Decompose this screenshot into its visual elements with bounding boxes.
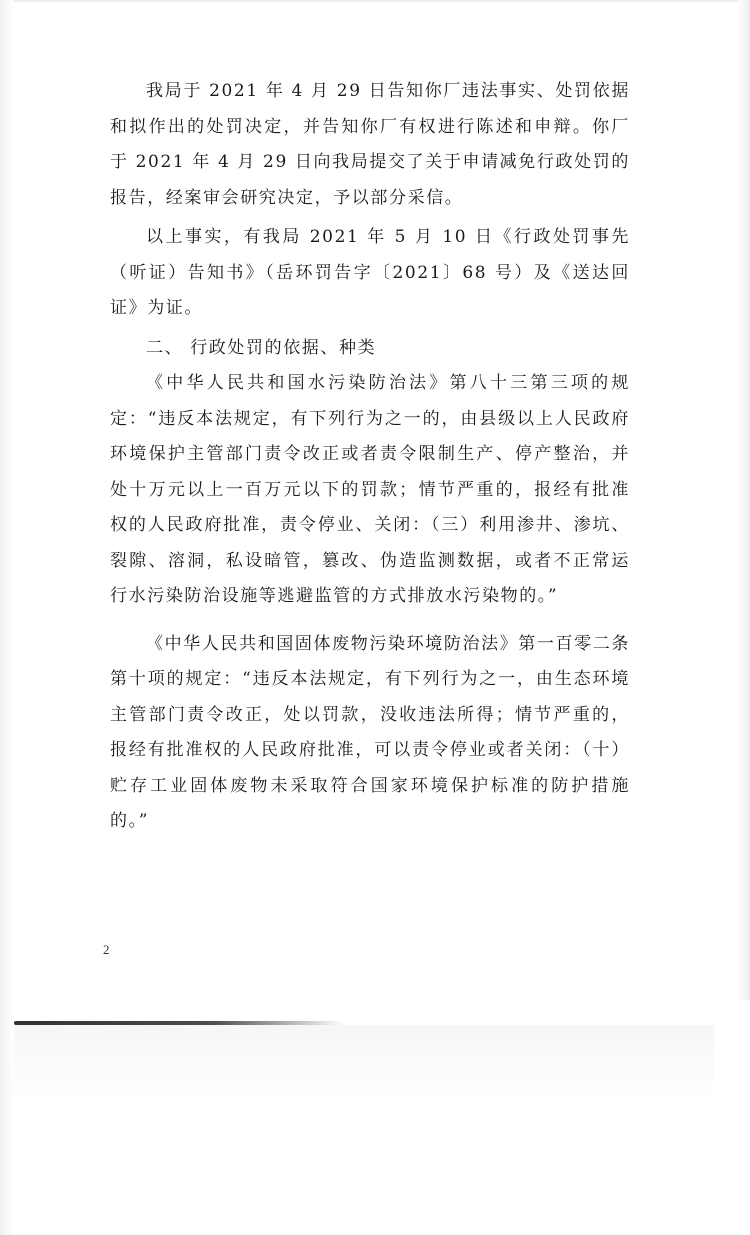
paragraph-water-law: 《中华人民共和国水污染防治法》第八十三第三项的规定：“违反本法规定，有下列行为之一的，由县级以上人民政府环境保护主管部门责令改正或者责令限制生产、停产整治，并处十万元以上一百万元以下的罚款；情节严重的，报经有批准权的人民政府批准，责令停业、关闭：（三）利用渗井、渗坑、裂隙、溶洞，私设暗管，篡改、伪造监测数据，或者不正常运行水污染防治设施等逃避监管的方式排放水污染物的。” <box>110 373 630 606</box>
paragraph-evidence: 以上事实，有我局 2021 年 5 月 10 日《行政处罚事先（听证）告知书》（岳环罚告字〔2021〕68 号）及《送达回证》为证。 <box>110 227 630 318</box>
document-body <box>110 74 630 840</box>
scan-edge-top <box>0 0 750 3</box>
scan-edge-left <box>0 0 14 1235</box>
scan-shadow-fade <box>14 1025 714 1235</box>
paragraph-notice: 我局于 2021 年 4 月 29 日告知你厂违法事实、处罚依据和拟作出的处罚决定，并告知你厂有权进行陈述和申辩。你厂于 2021 年 4 月 29 日向我局提交了关于申请减免行政处罚的报告，经案审会研究决定，予以部分采信。 <box>110 81 630 208</box>
scan-shadow-bottom <box>14 1021 344 1025</box>
section-heading: 二、 行政处罚的依据、种类 <box>146 337 377 358</box>
scan-edge-right <box>738 0 750 1000</box>
page-number: 2 <box>103 942 110 957</box>
paragraph-solid-waste-law: 《中华人民共和国固体废物污染环境防治法》第一百零二条第十项的规定：“违反本法规定，有下列行为之一，由生态环境主管部门责令改正，处以罚款，没收违法所得；情节严重的，报经有批准权的人民政府批准，可以责令停业或者关闭：（十）贮存工业固体废物未采取符合国家环境保护标准的防护措施的。” <box>110 633 630 831</box>
